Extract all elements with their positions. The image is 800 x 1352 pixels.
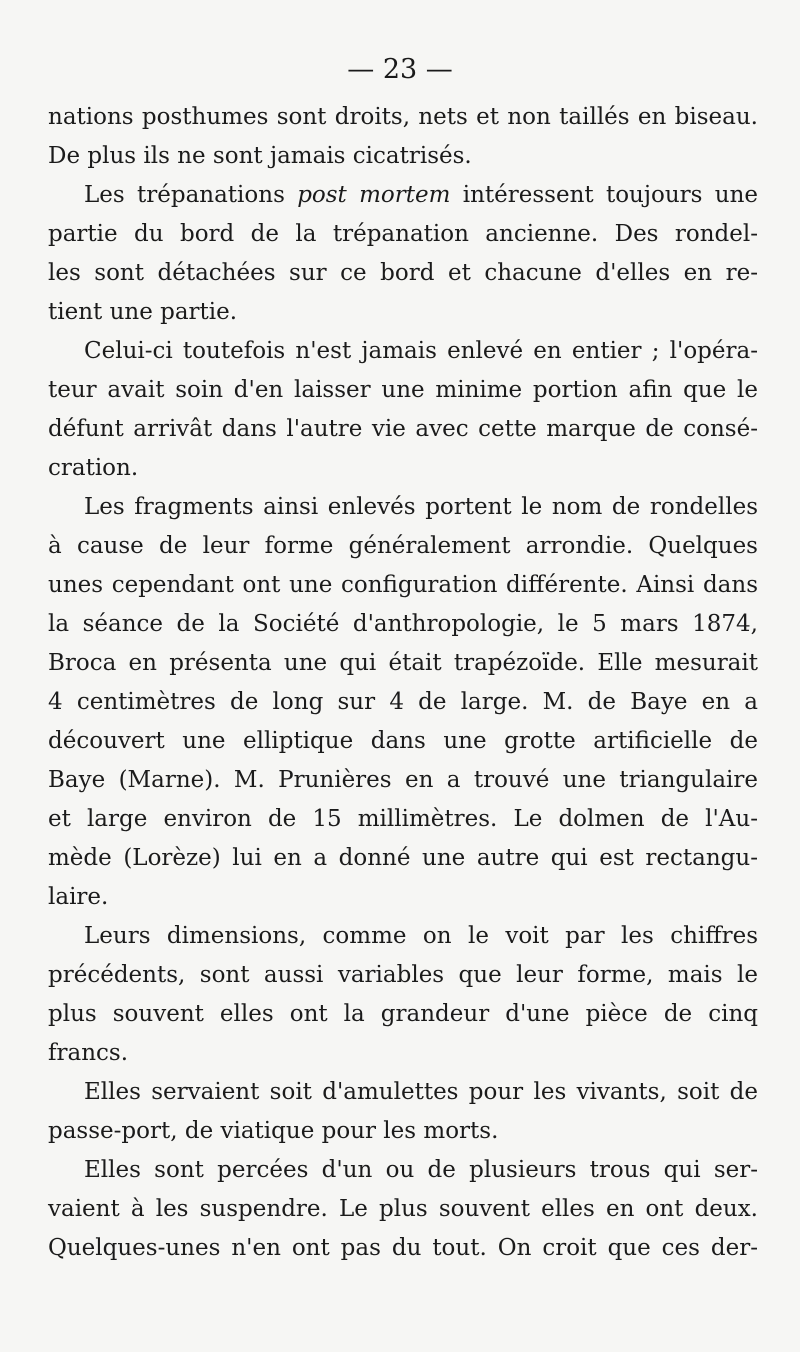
text-line: cration. [48, 455, 139, 481]
text-line: vaient à les suspendre. Le plus souvent elles en ont deux. [48, 1196, 758, 1222]
text-line: précédents, sont aussi variables que leur forme, mais le [48, 962, 758, 988]
text-line: Quelques-unes n'en ont pas du tout. On croit que ces der- [48, 1235, 758, 1261]
text-line: unes cependant ont une configuration différente. Ainsi dans [48, 572, 758, 598]
text-line: plus souvent elles ont la grandeur d'une pièce de cinq [48, 1001, 758, 1027]
text-line: francs. [48, 1040, 129, 1066]
text-line: Broca en présenta une qui était trapézoïde. Elle mesurait [48, 650, 758, 676]
text-line: les sont détachées sur ce bord et chacune d'elles en re- [48, 260, 758, 286]
text-line: partie du bord de la trépanation ancienne. Des rondel- [48, 221, 758, 247]
text-line: et large environ de 15 millimètres. Le dolmen de l'Au- [48, 806, 758, 832]
text-line: Les trépanations post mortem intéressent toujours une [84, 182, 758, 208]
text-line: Elles sont percées d'un ou de plusieurs trous qui ser- [84, 1157, 758, 1183]
text-line: à cause de leur forme généralement arrondie. Quelques [48, 533, 758, 559]
page-number: — 23 — [347, 54, 453, 85]
text-line: passe-port, de viatique pour les morts. [48, 1118, 499, 1144]
body-text [48, 98, 758, 1268]
text-line: teur avait soin d'en laisser une minime portion afin que le [48, 377, 758, 403]
text-line: découvert une elliptique dans une grotte artificielle de [48, 728, 758, 754]
text-line: Les fragments ainsi enlevés portent le nom de rondelles [84, 494, 758, 520]
text-line: défunt arrivât dans l'autre vie avec cette marque de consé- [48, 416, 758, 442]
text-line: tient une partie. [48, 299, 238, 325]
text-line: Elles servaient soit d'amulettes pour les vivants, soit de [84, 1079, 758, 1105]
text-line: De plus ils ne sont jamais cicatrisés. [48, 143, 472, 169]
text-line: 4 centimètres de long sur 4 de large. M. de Baye en a [48, 689, 758, 715]
text-line: nations posthumes sont droits, nets et non taillés en biseau. [48, 104, 758, 130]
text-line: laire. [48, 884, 109, 910]
text-line: la séance de la Société d'anthropologie, le 5 mars 1874, [48, 611, 758, 637]
text-line: Celui-ci toutefois n'est jamais enlevé en entier ; l'opéra- [84, 338, 758, 364]
text-line: Leurs dimensions, comme on le voit par les chiffres [84, 923, 758, 949]
text-line: Baye (Marne). M. Prunières en a trouvé une triangulaire [48, 767, 758, 793]
text-line: mède (Lorèze) lui en a donné une autre qui est rectangu- [48, 845, 758, 871]
